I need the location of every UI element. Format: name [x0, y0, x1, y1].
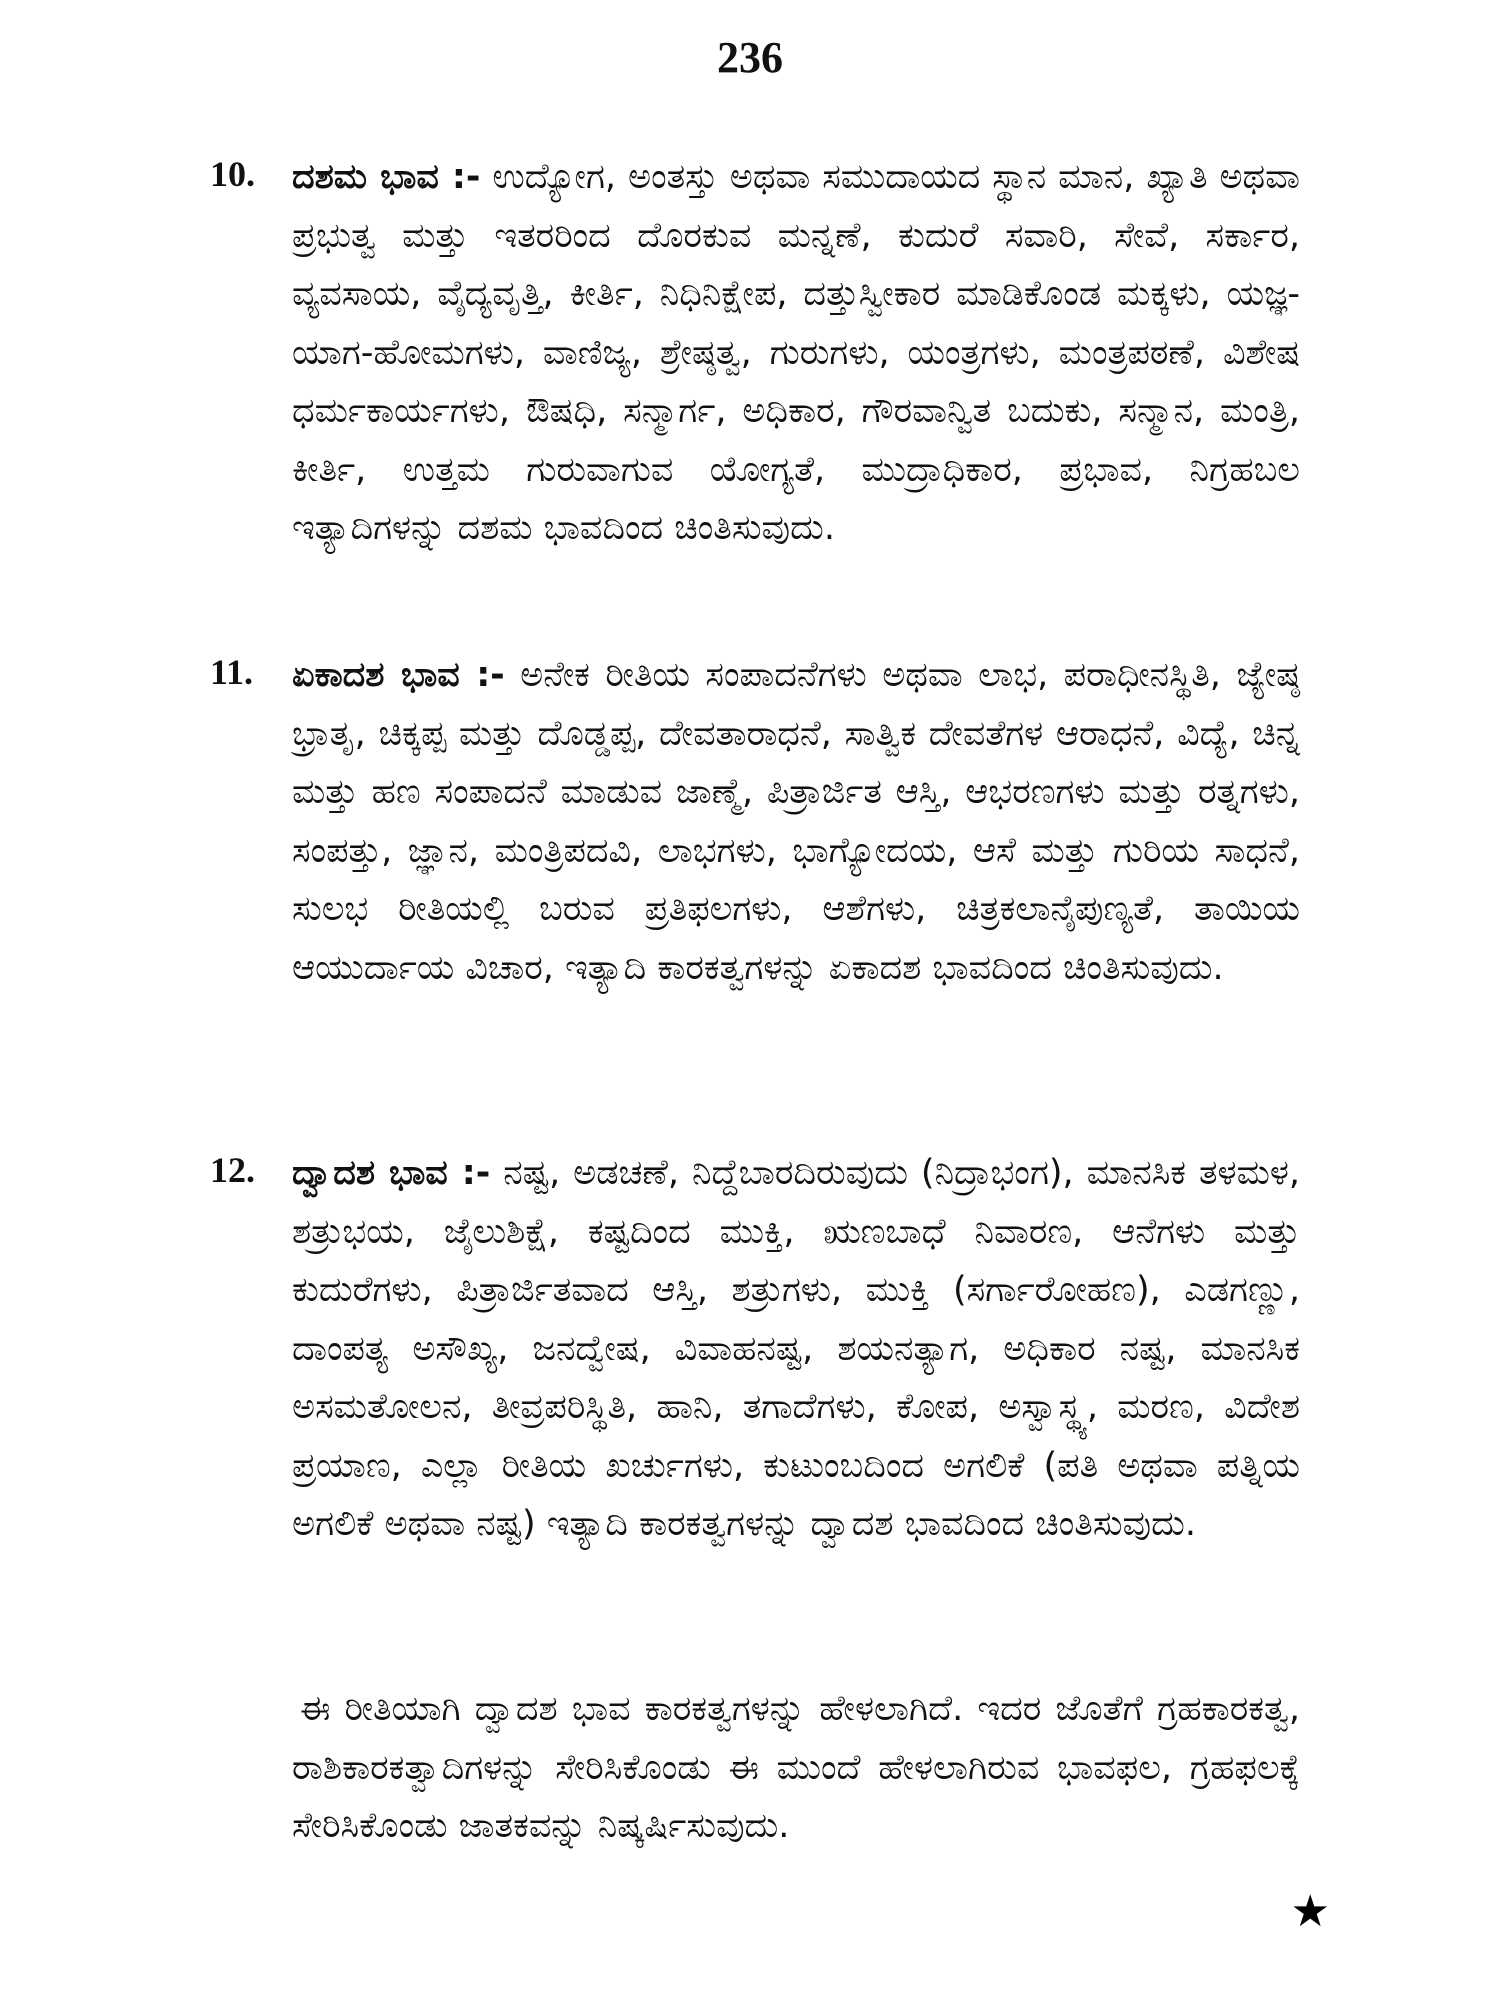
entry-number: 11. — [210, 652, 254, 692]
entry-text: ನಷ್ಟ, ಅಡಚಣೆ, ನಿದ್ದೆಬಾರದಿರುವುದು (ನಿದ್ರಾಭಂಗ), ಮಾನಸಿಕ ತಳಮಳ, ಶತ್ರುಭಯ, ಜೈಲುಶಿಕ್ಷೆ, ಕಷ್ಟದಿಂದ ಮುಕ್ತಿ, ಋಣಬಾಧೆ ನಿವಾರಣ, ಆನೆಗಳು ಮತ್ತು ಕುದುರೆಗಳು, ಪಿತ್ರಾರ್ಜಿತವಾದ ಆಸ್ತಿ, ಶತ್ರುಗಳು, ಮುಕ್ತಿ (ಸರ್ಗಾರೋಹಣ), ಎಡಗಣ್ಣು, ದಾಂಪತ್ಯ ಅಸೌಖ್ಯ, ಜನದ್ವೇಷ, ವಿವಾಹನಷ್ಟ, ಶಯನತ್ಯಾಗ, ಅಧಿಕಾರ ನಷ್ಟ, ಮಾನಸಿಕ ಅಸಮತೋಲನ, ತೀವ್ರಪರಿಸ್ಥಿತಿ, ಹಾನಿ, ತಗಾದೆಗಳು, ಕೋಪ, ಅಸ್ವಾಸ್ಥ್ಯ, ಮರಣ, ವಿದೇಶ ಪ್ರಯಾಣ, ಎಲ್ಲಾ ರೀತಿಯ ಖರ್ಚುಗಳು, ಕುಟುಂಬದಿಂದ ಅಗಲಿಕೆ (ಪತಿ ಅಥವಾ ಪತ್ನಿಯ ಅಗಲಿಕೆ ಅಥವಾ ನಷ್ಟ) ಇತ್ಯಾದಿ ಕಾರಕತ್ವಗಳನ್ನು ದ್ವಾದಶ ಭಾವದಿಂದ ಚಿಂತಿಸುವುದು. — [292, 1153, 1300, 1544]
page-number: 236 — [717, 33, 783, 82]
entry-body — [292, 148, 1300, 558]
star-icon: ★ — [1290, 1886, 1330, 1937]
entry-title: ದಶಮ ಭಾವ :- — [292, 157, 481, 197]
entry-text: ಅನೇಕ ರೀತಿಯ ಸಂಪಾದನೆಗಳು ಅಥವಾ ಲಾಭ, ಪರಾಧೀನಸ್ಥಿತಿ, ಜ್ಯೇಷ್ಠ ಭ್ರಾತೃ, ಚಿಕ್ಕಪ್ಪ ಮತ್ತು ದೊಡ್ಡಪ್ಪ, ದೇವತಾರಾಧನೆ, ಸಾತ್ವಿಕ ದೇವತೆಗಳ ಆರಾಧನೆ, ವಿದ್ಯೆ, ಚಿನ್ನ ಮತ್ತು ಹಣ ಸಂಪಾದನೆ ಮಾಡುವ ಜಾಣ್ಮೆ, ಪಿತ್ರಾರ್ಜಿತ ಆಸ್ತಿ, ಆಭರಣಗಳು ಮತ್ತು ರತ್ನಗಳು, ಸಂಪತ್ತು, ಜ್ಞಾನ, ಮಂತ್ರಿಪದವಿ, ಲಾಭಗಳು, ಭಾಗ್ಯೋದಯ, ಆಸೆ ಮತ್ತು ಗುರಿಯ ಸಾಧನೆ, ಸುಲಭ ರೀತಿಯಲ್ಲಿ ಬರುವ ಪ್ರತಿಫಲಗಳು, ಆಶೆಗಳು, ಚಿತ್ರಕಲಾನೈಪುಣ್ಯತೆ, ತಾಯಿಯ ಆಯುರ್ದಾಯ ವಿಚಾರ, ಇತ್ಯಾದಿ ಕಾರಕತ್ವಗಳನ್ನು ಏಕಾದಶ ಭಾವದಿಂದ ಚಿಂತಿಸುವುದು. — [292, 655, 1300, 988]
entry-title: ಏಕಾದಶ ಭಾವ :- — [292, 655, 505, 695]
entry-text: ಉದ್ಯೋಗ, ಅಂತಸ್ತು ಅಥವಾ ಸಮುದಾಯದ ಸ್ಥಾನ ಮಾನ, ಖ್ಯಾತಿ ಅಥವಾ ಪ್ರಭುತ್ವ ಮತ್ತು ಇತರರಿಂದ ದೊರಕುವ ಮನ್ನಣೆ, ಕುದುರೆ ಸವಾರಿ, ಸೇವೆ, ಸರ್ಕಾರ, ವ್ಯವಸಾಯ, ವೈದ್ಯವೃತ್ತಿ, ಕೀರ್ತಿ, ನಿಧಿನಿಕ್ಷೇಪ, ದತ್ತುಸ್ವೀಕಾರ ಮಾಡಿಕೊಂಡ ಮಕ್ಕಳು, ಯಜ್ಞ-ಯಾಗ-ಹೋಮಗಳು, ವಾಣಿಜ್ಯ, ಶ್ರೇಷ್ಠತ್ವ, ಗುರುಗಳು, ಯಂತ್ರಗಳು, ಮಂತ್ರಪಠಣೆ, ವಿಶೇಷ ಧರ್ಮಕಾರ್ಯಗಳು, ಔಷಧಿ, ಸನ್ಮಾರ್ಗ, ಅಧಿಕಾರ, ಗೌರವಾನ್ವಿತ ಬದುಕು, ಸನ್ಮಾನ, ಮಂತ್ರಿ, ಕೀರ್ತಿ, ಉತ್ತಮ ಗುರುವಾಗುವ ಯೋಗ್ಯತೆ, ಮುದ್ರಾಧಿಕಾರ, ಪ್ರಭಾವ, ನಿಗ್ರಹಬಲ ಇತ್ಯಾದಿಗಳನ್ನು ದಶಮ ಭಾವದಿಂದ ಚಿಂತಿಸುವುದು. — [292, 157, 1300, 548]
entry-title: ದ್ವಾದಶ ಭಾವ :- — [292, 1153, 491, 1193]
closing-paragraph: ಈ ರೀತಿಯಾಗಿ ದ್ವಾದಶ ಭಾವ ಕಾರಕತ್ವಗಳನ್ನು ಹೇಳಲಾಗಿದೆ. ಇದರ ಜೊತೆಗೆ ಗ್ರಹಕಾರಕತ್ವ, ರಾಶಿಕಾರಕತ್ವಾದಿಗಳನ್ನು ಸೇರಿಸಿಕೊಂಡು ಈ ಮುಂದೆ ಹೇಳಲಾಗಿರುವ ಭಾವಫಲ, ಗ್ರಹಫಲಕ್ಕೆ ಸೇರಿಸಿಕೊಂಡು ಜಾತಕವನ್ನು ನಿಷ್ಕರ್ಷಿಸುವುದು. — [292, 1689, 1300, 1846]
entry-body — [292, 646, 1300, 997]
entry-number: 10. — [210, 154, 255, 194]
entry-number: 12. — [210, 1150, 255, 1190]
entry-body — [292, 1144, 1300, 1554]
